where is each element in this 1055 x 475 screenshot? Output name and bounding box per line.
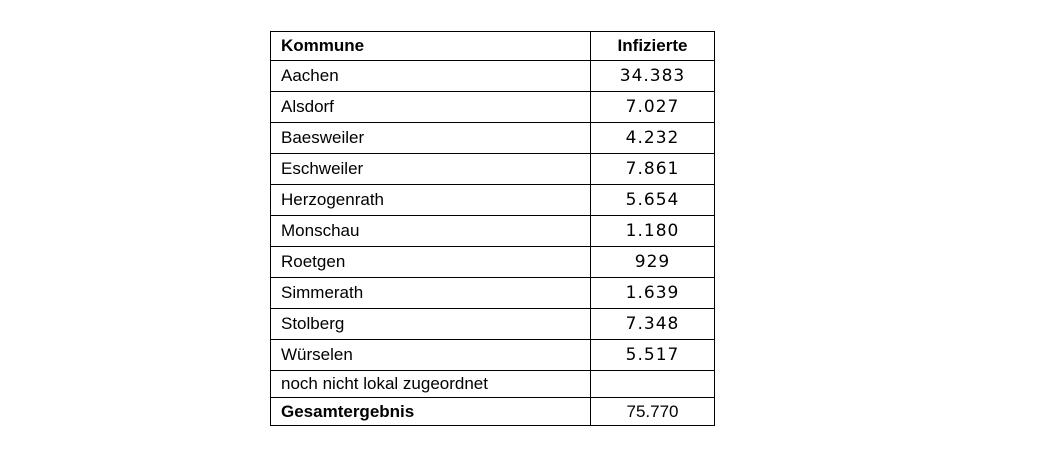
table-row <box>271 278 715 309</box>
infizierte-cell: 4.232 <box>591 123 715 154</box>
infizierte-cell: 7.861 <box>591 154 715 185</box>
table-header-row <box>271 32 715 61</box>
table-row <box>271 123 715 154</box>
table-row <box>271 185 715 216</box>
table-row <box>271 154 715 185</box>
infizierte-cell: 34.383 <box>591 61 715 92</box>
total-label: Gesamtergebnis <box>271 398 591 426</box>
kommune-cell: Eschweiler <box>271 154 591 185</box>
table-row <box>271 216 715 247</box>
table-row <box>271 309 715 340</box>
table-row <box>271 371 715 398</box>
infizierte-cell: 7.027 <box>591 92 715 123</box>
kommune-cell: Alsdorf <box>271 92 591 123</box>
table-row <box>271 61 715 92</box>
total-row <box>271 398 715 426</box>
header-kommune: Kommune <box>271 32 591 61</box>
infizierte-cell: 5.517 <box>591 340 715 371</box>
kommune-cell: Aachen <box>271 61 591 92</box>
kommune-cell: Simmerath <box>271 278 591 309</box>
infizierte-cell: 1.180 <box>591 216 715 247</box>
infizierte-cell: 929 <box>591 247 715 278</box>
infizierte-cell: 1.639 <box>591 278 715 309</box>
kommune-cell: Roetgen <box>271 247 591 278</box>
kommune-cell: Monschau <box>271 216 591 247</box>
kommune-cell: Herzogenrath <box>271 185 591 216</box>
table-row <box>271 340 715 371</box>
table-row <box>271 92 715 123</box>
infizierte-cell: 5.654 <box>591 185 715 216</box>
kommune-cell: noch nicht lokal zugeordnet <box>271 371 591 398</box>
kommune-cell: Würselen <box>271 340 591 371</box>
table-row <box>271 247 715 278</box>
infizierte-cell: 7.348 <box>591 309 715 340</box>
infections-table <box>270 31 715 426</box>
total-value: 75.770 <box>591 398 715 426</box>
infizierte-cell <box>591 371 715 398</box>
header-infizierte: Infizierte <box>591 32 715 61</box>
kommune-cell: Stolberg <box>271 309 591 340</box>
kommune-cell: Baesweiler <box>271 123 591 154</box>
